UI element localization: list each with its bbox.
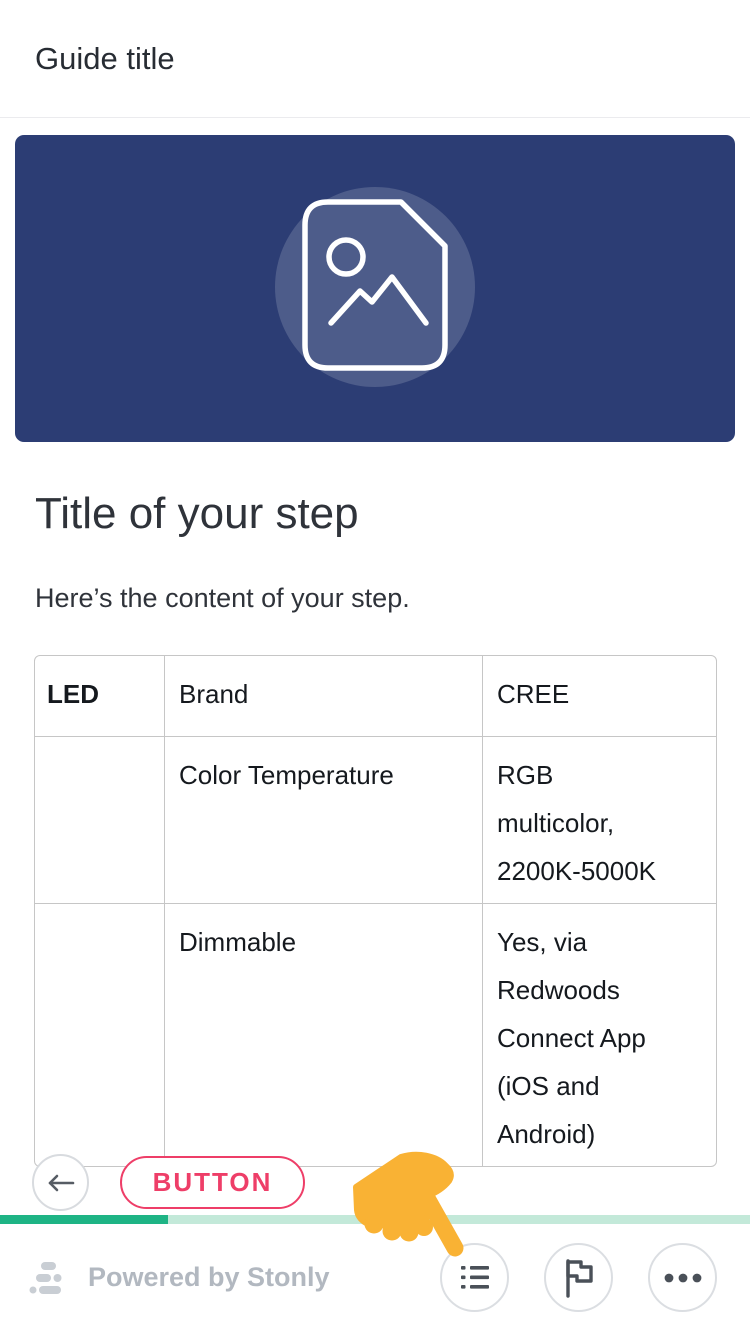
flag-icon: [564, 1258, 594, 1298]
image-placeholder-icon: [298, 199, 452, 375]
report-flag-button[interactable]: [544, 1243, 613, 1312]
table-cell: [35, 903, 165, 1166]
guide-title: Guide title: [35, 40, 175, 76]
header-bar: [0, 0, 750, 118]
step-content: Here’s the content of your step.: [35, 583, 410, 613]
back-button[interactable]: [32, 1154, 89, 1211]
back-arrow-icon: [47, 1174, 75, 1192]
steps-list-button[interactable]: [440, 1243, 509, 1312]
spec-table: [34, 655, 717, 1167]
table-cell: Yes, via Redwoods Connect App (iOS and Android): [483, 903, 717, 1166]
progress-bar: [0, 1215, 750, 1224]
table-cell: [35, 736, 165, 903]
table-cell: RGB multicolor, 2200K-5000K: [483, 736, 717, 903]
step-title: Title of your step: [35, 489, 359, 538]
step-action-button-label: BUTTON: [152, 1167, 273, 1197]
more-options-button[interactable]: [648, 1243, 717, 1312]
step-action-button[interactable]: [120, 1156, 305, 1209]
table-cell: LED: [35, 656, 165, 736]
table-row: [35, 656, 716, 736]
step-media-banner: [15, 135, 735, 442]
stonly-logo: [29, 1261, 63, 1297]
more-options-icon: [663, 1272, 703, 1284]
steps-list-icon: [461, 1266, 489, 1289]
table-cell: Color Temperature: [165, 736, 483, 903]
table-cell: CREE: [483, 656, 717, 736]
table-cell: Dimmable: [165, 903, 483, 1166]
table-row: [35, 903, 716, 1166]
progress-bar-fill: [0, 1215, 168, 1224]
table-row: [35, 736, 716, 903]
table-cell: Brand: [165, 656, 483, 736]
powered-by-stonly-link[interactable]: Powered by Stonly: [88, 1262, 330, 1292]
